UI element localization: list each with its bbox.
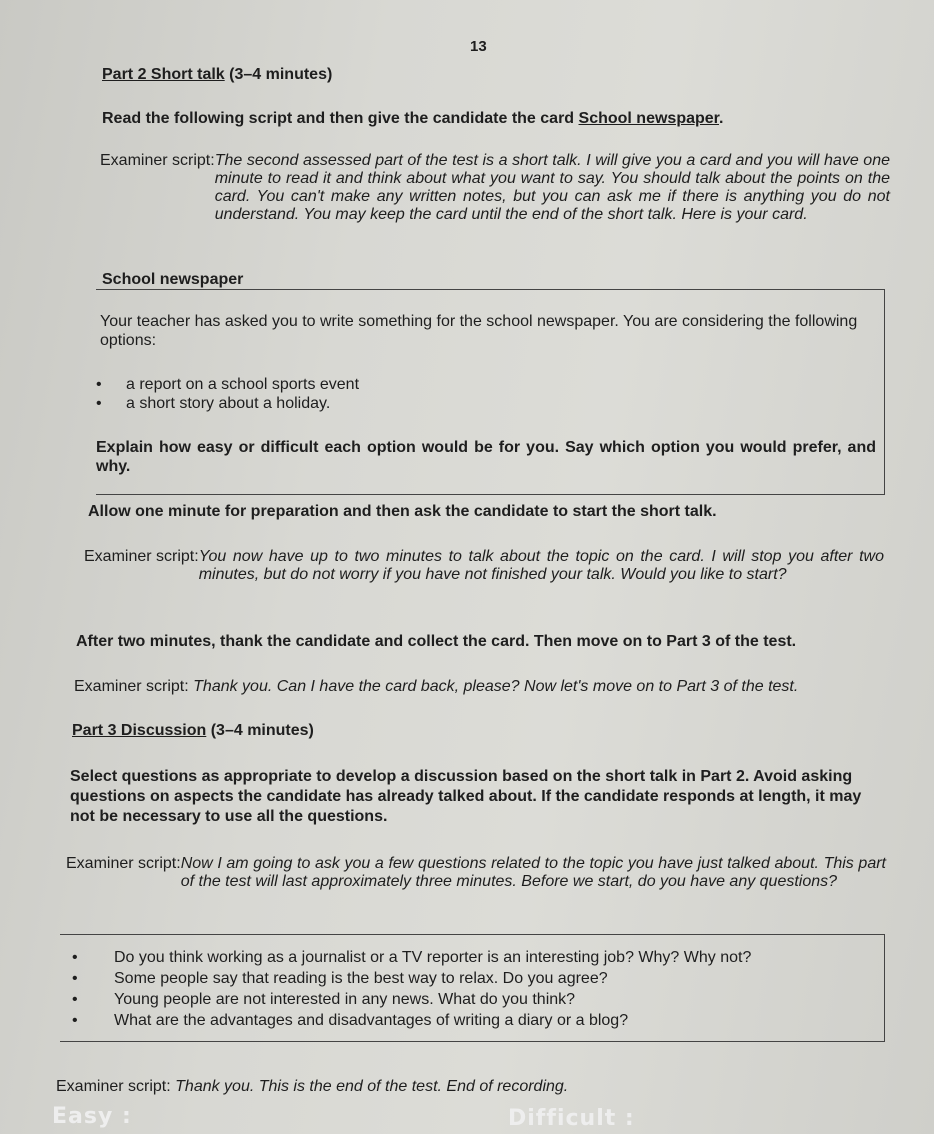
part2-timing: (3–4 minutes)	[224, 66, 333, 83]
bullet-icon: •	[72, 949, 78, 966]
card-title: School newspaper	[102, 271, 244, 288]
question-item: • Do you think working as a journalist or a TV reporter is an interesting job? Why? Why not?	[72, 949, 752, 966]
examiner-script-text: Now I am going to ask you a few questions related to the topic you have just talked about. This part of the test will last approximately three minutes. Before we start, do you have any questions?	[180, 855, 886, 890]
examiner-script-label: Examiner script:	[66, 855, 181, 872]
card-option: • a short story about a holiday.	[96, 395, 331, 412]
card-option: • a report on a school sports event	[96, 376, 360, 393]
bullet-icon: •	[96, 395, 102, 412]
examiner-script-text: Thank you. This is the end of the test. End of recording.	[175, 1078, 569, 1095]
bullet-icon: •	[72, 1012, 78, 1029]
examiner-script-2	[84, 548, 884, 584]
examiner-script-text: You now have up to two minutes to talk about the topic on the card. I will stop you after two minutes, but do not worry if you have not finished your talk. Would you like to start?	[198, 548, 884, 583]
examiner-script-closing	[56, 1078, 876, 1096]
part2-heading: Part 2 Short talk	[102, 66, 225, 83]
examiner-script-label: Examiner script:	[84, 548, 199, 565]
examiner-script-text: Thank you. Can I have the card back, please? Now let's move on to Part 3 of the test.	[193, 678, 799, 695]
examiner-script-label: Examiner script:	[56, 1078, 176, 1095]
question-list	[72, 947, 872, 1031]
examiner-script-4	[66, 855, 886, 891]
part3-heading-line	[72, 722, 314, 740]
examiner-script-3	[74, 678, 894, 696]
question-item: • Young people are not interested in any news. What do you think?	[72, 991, 576, 1008]
part2-instruction-1: Read the following script and then give the candidate the card School newspaper.	[102, 110, 724, 127]
card-task: Explain how easy or difficult each option would be for you. Say which option you would prefer, and why.	[96, 439, 876, 475]
card-options	[96, 375, 856, 413]
bullet-icon: •	[96, 376, 102, 393]
question-item: • What are the advantages and disadvantages of writing a diary or a blog?	[72, 1012, 629, 1029]
bullet-icon: •	[72, 991, 78, 1008]
part3-heading: Part 3 Discussion	[72, 722, 207, 739]
part3-timing: (3–4 minutes)	[206, 722, 314, 739]
handwritten-easy: Easy :	[52, 1104, 132, 1129]
card-name-reference: School newspaper	[578, 110, 719, 127]
part2-instruction-2: Allow one minute for preparation and then ask the candidate to start the short talk.	[88, 503, 717, 520]
page-number: 13	[470, 38, 487, 55]
part2-instruction-3: After two minutes, thank the candidate and collect the card. Then move on to Part 3 of the test.	[76, 633, 797, 650]
questions-box	[60, 934, 885, 1042]
task-card	[96, 289, 885, 495]
handwritten-difficult: Difficult :	[508, 1106, 635, 1131]
examiner-script-label: Examiner script:	[100, 152, 215, 169]
card-intro: Your teacher has asked you to write something for the school newspaper. You are considering the following options:	[100, 313, 858, 349]
part3-instruction: Select questions as appropriate to develop a discussion based on the short talk in Part 2. Avoid asking questions on aspects the candidate has already talked about. If the candidate responds at length, it may not be necessary to use all the questions.	[70, 768, 862, 825]
bullet-icon: •	[72, 970, 78, 987]
examiner-script-label: Examiner script:	[74, 678, 194, 695]
question-item: • Some people say that reading is the best way to relax. Do you agree?	[72, 970, 608, 987]
examiner-script-1	[100, 152, 890, 224]
examiner-script-text: The second assessed part of the test is a short talk. I will give you a card and you will have one minute to read it and think about what you want to say. You should talk about the points on the card. You can't make any written notes, but you can ask me if there is anything you do not understand. You may keep the card until the end of the short talk. Here is your card.	[214, 152, 890, 223]
part2-heading-line	[102, 66, 332, 84]
